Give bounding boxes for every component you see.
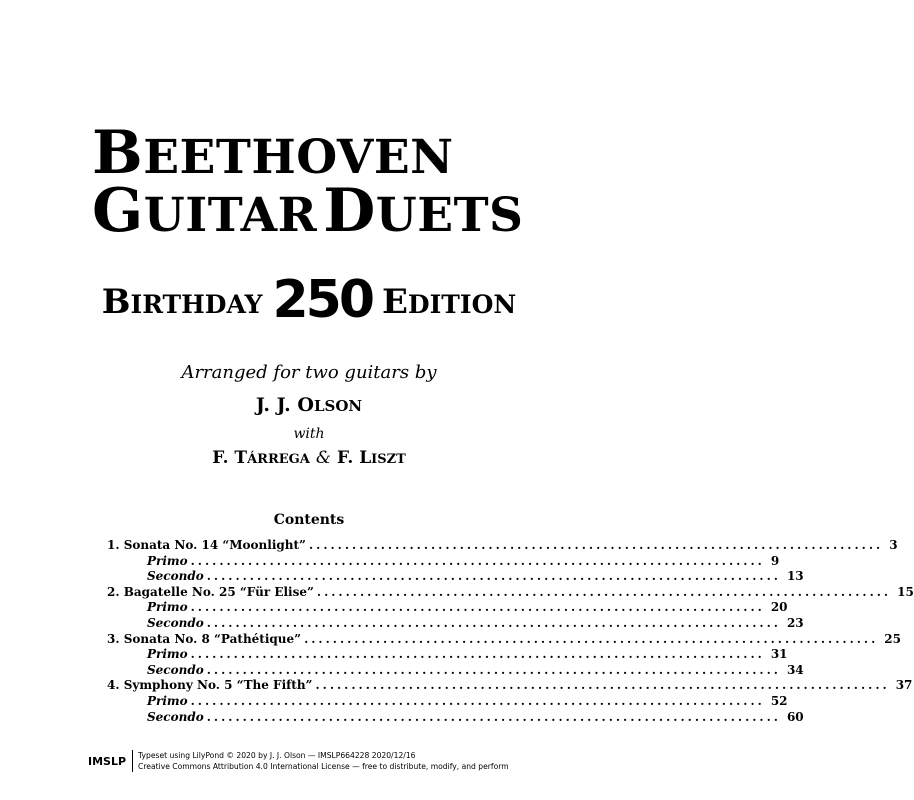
toc-leader-dots: ................................................................................ <box>190 693 765 708</box>
table-of-contents <box>107 538 914 725</box>
toc-leader-dots: ................................................................................ <box>316 584 892 599</box>
toc-entry <box>107 553 780 570</box>
edition-number: 250 <box>272 270 372 330</box>
toc-entry-label: Primo <box>147 647 188 662</box>
toc-leader-dots: ................................................................................ <box>190 647 765 662</box>
contents-heading: Contents <box>273 512 345 528</box>
arranger-name: J. J. OLSON <box>255 394 363 416</box>
toc-entry <box>107 709 804 726</box>
toc-leader-dots: ................................................................................ <box>190 600 765 615</box>
toc-entry-page: 52 <box>770 693 788 708</box>
toc-leader-dots: ................................................................................ <box>308 538 884 552</box>
toc-entry-label: Secondo <box>147 569 204 584</box>
toc-entry-label: 1. Sonata No. 14 “Moonlight” <box>107 538 306 552</box>
title-line-1: BEETHOVEN <box>92 118 454 188</box>
toc-leader-dots: ................................................................................ <box>304 631 879 646</box>
toc-entry <box>107 600 788 616</box>
toc-leader-dots: ................................................................................ <box>206 569 781 584</box>
toc-entry-label: 2. Bagatelle No. 25 “Für Elise” <box>107 584 314 599</box>
toc-entry <box>107 647 788 663</box>
toc-entry-page: 15 <box>897 584 914 599</box>
toc-entry-label: 3. Sonata No. 8 “Pathétique” <box>107 631 302 646</box>
toc-entry-page: 13 <box>786 569 804 584</box>
toc-entry-page: 9 <box>770 553 780 568</box>
toc-entry <box>107 693 788 710</box>
toc-entry-page: 60 <box>786 709 804 724</box>
toc-entry <box>107 678 913 694</box>
toc-entry-page: 31 <box>770 647 788 662</box>
toc-leader-dots: ................................................................................ <box>315 678 890 693</box>
toc-entry-page: 34 <box>786 662 804 677</box>
title-line-2: GUITAR DUETS <box>92 176 524 246</box>
toc-entry-page: 20 <box>770 600 788 615</box>
toc-entry-label: 4. Symphony No. 5 “The Fifth” <box>107 678 313 693</box>
edition-subtitle: BIRTHDAY 250 EDITION <box>101 270 517 330</box>
toc-entry-page: 23 <box>786 615 804 630</box>
toc-entry <box>107 631 901 648</box>
toc-entry <box>107 538 898 554</box>
toc-leader-dots: ................................................................................ <box>206 709 781 724</box>
toc-entry-label: Secondo <box>147 615 204 630</box>
imslp-logo: IMSLP <box>88 754 127 768</box>
toc-leader-dots: ................................................................................ <box>190 553 765 568</box>
toc-entry-page: 25 <box>884 631 901 646</box>
arranged-by-text: Arranged for two guitars by <box>181 362 437 383</box>
toc-leader-dots: ................................................................................ <box>206 662 781 677</box>
toc-entry-label: Primo <box>147 693 188 708</box>
toc-entry-label: Primo <box>147 600 188 615</box>
toc-entry <box>107 569 804 585</box>
footer <box>88 750 509 772</box>
toc-entry-page: 3 <box>889 538 898 552</box>
toc-leader-dots: ................................................................................ <box>206 615 781 630</box>
footer-line-1: Typeset using LilyPond © 2020 by J. J. Olson — IMSLP664228 2020/12/16 <box>138 751 416 760</box>
footer-line-2: Creative Commons Attribution 4.0 International License — free to distribute, modify, and perform <box>138 762 509 771</box>
toc-entry-label: Primo <box>147 553 188 568</box>
toc-entry-label: Secondo <box>147 709 204 724</box>
toc-entry-page: 37 <box>895 678 913 693</box>
with-text: with <box>293 426 325 442</box>
toc-entry <box>107 662 804 679</box>
toc-entry <box>107 615 804 632</box>
contributors: F. TÁRREGA & F. LISZT <box>212 448 406 468</box>
toc-entry <box>107 584 914 601</box>
toc-entry-label: Secondo <box>147 662 204 677</box>
